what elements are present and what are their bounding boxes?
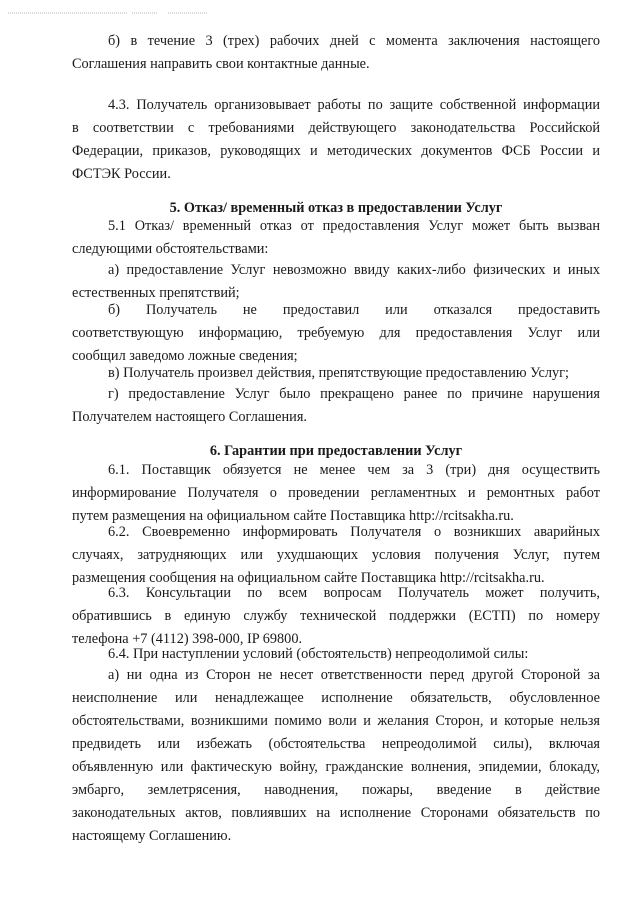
- text-line: обратившись в единую службу технической поддержки (ЕСТП) по номеру: [72, 608, 600, 624]
- text-line: б) Получатель не предоставил или отказался предоставить: [108, 302, 600, 318]
- paragraph-b1: [72, 30, 600, 76]
- text-line: предвидеть или избежать (обстоятельства непреодолимой силы), включая: [72, 736, 600, 752]
- text-line: б) в течение 3 (трех) рабочих дней с момента заключения настоящего: [108, 33, 600, 49]
- paragraph-5-1: [72, 215, 600, 261]
- text-line: законодательных актов, повлиявших на исполнение Сторонами обязательств по: [72, 805, 600, 821]
- text-line: 6.4. При наступлении условий (обстоятельств) непреодолимой силы:: [108, 646, 529, 662]
- text-line: 6.2. Своевременно информировать Получателя о возникших аварийных: [108, 524, 600, 540]
- text-line: соответствующую информацию, требуемую для предоставления Услуг или: [72, 325, 600, 341]
- text-line: естественных препятствий;: [72, 285, 240, 301]
- paragraph-5-g: [72, 383, 600, 429]
- text-line: эмбарго, землетрясения, наводнения, пожары, введение в действие: [72, 782, 600, 798]
- text-line: ФСТЭК России.: [72, 166, 171, 182]
- paragraph-6-2: [72, 521, 600, 590]
- text-line: 5.1 Отказ/ временный отказ от предоставления Услуг может быть вызван: [108, 218, 600, 234]
- text-line: Получателем настоящего Соглашения.: [72, 409, 307, 425]
- paragraph-5-v: [72, 362, 600, 385]
- text-line: информирование Получателя о проведении регламентных и ремонтных работ: [72, 485, 600, 501]
- paragraph-5-b: [72, 299, 600, 368]
- paragraph-4-3: [72, 94, 600, 186]
- paragraph-6-1: [72, 459, 600, 528]
- text-line: а) предоставление Услуг невозможно ввиду каких-либо физических и иных: [108, 262, 600, 278]
- paragraph-6-4-a: [72, 664, 600, 848]
- text-line: обстоятельствами, возникшими помимо воли и желания Сторон, и которые нельзя: [72, 713, 600, 729]
- text-line: настоящему Соглашению.: [72, 828, 232, 844]
- text-line: а) ни одна из Сторон не несет ответственности перед другой Стороной за: [108, 667, 600, 683]
- text-line: 4.3. Получатель организовывает работы по защите собственной информации: [108, 97, 600, 113]
- text-line: следующими обстоятельствами:: [72, 241, 269, 257]
- text-line: в соответствии с требованиями действующего законодательства Российской: [72, 120, 600, 136]
- text-line: телефона +7 (4112) 398-000, IP 69800.: [72, 631, 303, 647]
- section-heading-6: 6. Гарантии при предоставлении Услуг: [209, 443, 463, 459]
- paragraph-6-4: [72, 643, 600, 666]
- text-line: сообщил заведомо ложные сведения;: [72, 348, 298, 364]
- section-heading-5: 5. Отказ/ временный отказ в предоставлении Услуг: [169, 200, 503, 216]
- text-line: объявленную или фактическую войну, гражданские волнения, эпидемии, блокаду,: [72, 759, 600, 775]
- paragraph-6-3: [72, 582, 600, 651]
- text-line: неисполнение или ненадлежащее исполнение обязательств, обусловленное: [72, 690, 600, 706]
- text-line: путем размещения на официальном сайте Поставщика http://rcitsakha.ru.: [72, 508, 514, 524]
- text-line: 6.1. Поставщик обязуется не менее чем за 3 (три) дня осуществить: [108, 462, 600, 478]
- text-line: размещения сообщения на официальном сайте Поставщика http://rcitsakha.ru.: [72, 570, 545, 586]
- text-line: Соглашения направить свои контактные данные.: [72, 56, 370, 72]
- text-line: Федерации, приказов, руководящих и методических документов ФСБ России и: [72, 143, 600, 159]
- text-line: г) предоставление Услуг было прекращено ранее по причине нарушения: [108, 386, 600, 402]
- text-line: в) Получатель произвел действия, препятствующие предоставлению Услуг;: [108, 365, 569, 381]
- text-line: случаях, затрудняющих или ухудшающих условия получения Услуг, путем: [72, 547, 600, 563]
- text-line: 6.3. Консультации по всем вопросам Получатель может получить,: [108, 585, 600, 601]
